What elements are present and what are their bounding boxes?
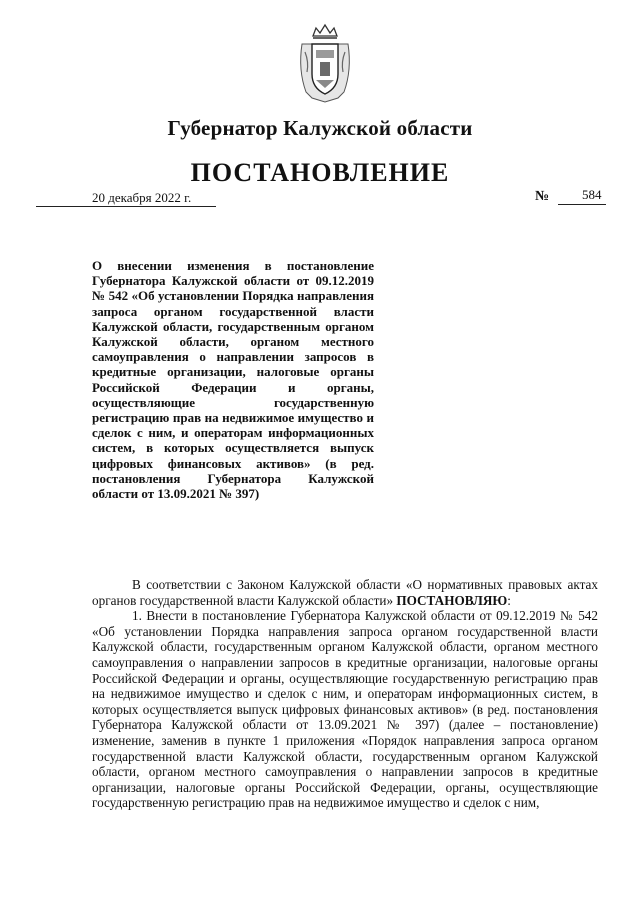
number-sign: № <box>535 189 550 204</box>
document-body <box>92 577 598 811</box>
body-paragraph: 1. Внести в постановление Губернатора Калужской области от 09.12.2019 № 542 «Об установлении Порядка направления запроса органом государственной власти Калужской области, государственным органом Калужской области, органом местного самоуправления о направлении запросов в кредитные организации, налоговые органы Российской Федерации и органы, осуществляющие государственную регистрацию прав на недвижимое имущество и сделок с ним, и операторам информационных систем, в которых осуществляется выпуск цифровых финансовых активов» (в ред. постановления Губернатора Калужской области от 13.09.2021 № 397) (далее – постановление) изменение, заменив в пункте 1 приложения «Порядок направления запроса органом государственной власти Калужской области, государственным органом Калужской области, органом местного самоуправления о направлении запросов в кредитные организации, налоговые органы Российской Федерации, органы, осуществляющие государственную регистрацию прав на недвижимое имущество и сделок с ним, <box>92 608 598 811</box>
issuer-title: Губернатор Калужской области <box>167 116 473 140</box>
document-type-title: ПОСТАНОВЛЕНИЕ <box>190 158 450 187</box>
number-field <box>558 186 606 205</box>
document-subject: О внесении изменения в постановление Губернатора Калужской области от 09.12.2019 № 542 «Об установлении Порядка направления запроса органом государственной власти Калужской области, государственным органом Калужской области, органом местного самоуправления о направлении запросов в кредитные организации, налоговые органы Российской Федерации и органы, осуществляющие государственную регистрацию прав на недвижимое имущество и сделок с ним, и операторам информационных систем, в которых осуществляется выпуск цифровых финансовых активов» (в ред. постановления Губернатора Калужской области от 13.09.2021 № 397) <box>92 258 374 502</box>
preamble-text: В соответствии с Законом Калужской области «О нормативных правовых актах органов государственной власти Калужской области» <box>92 577 598 608</box>
document-date: 20 декабря 2022 г. <box>92 190 192 205</box>
preamble-end: : <box>507 592 511 608</box>
body-paragraph <box>92 577 598 608</box>
decree-word: ПОСТАНОВЛЯЮ <box>396 592 508 608</box>
coat-of-arms-emblem <box>296 22 354 104</box>
date-field <box>36 188 216 207</box>
document-number: 584 <box>582 187 602 202</box>
